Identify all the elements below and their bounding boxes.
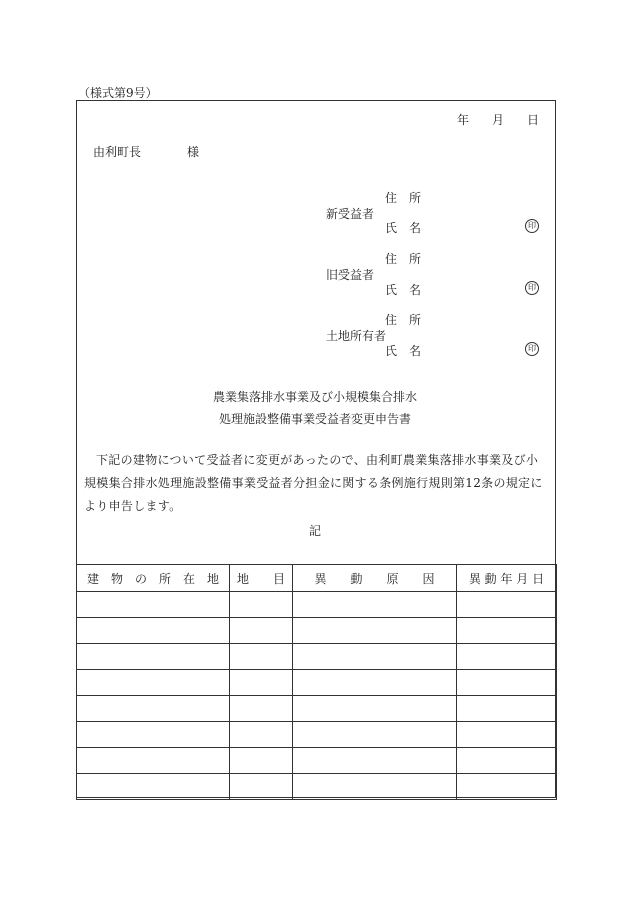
cell-change-date[interactable] [457, 696, 557, 722]
cell-change-reason[interactable] [293, 644, 457, 670]
cell-land-category[interactable] [230, 644, 293, 670]
table-row [77, 592, 557, 618]
old-beneficiary-address-label: 住 所 [385, 252, 422, 266]
form-number-label: （様式第9号） [78, 86, 158, 100]
declaration-body-text: 下記の建物について受益者に変更があったので、由利町農業集落排水事業及び小規模集合排水処理施設整備事業受益者分担金に関する条例施行規則第12条の規定により申告します。 [84, 453, 543, 513]
landowner-address-label: 住 所 [385, 313, 422, 327]
header-land-category: 地 目 [230, 565, 293, 592]
table-row [77, 670, 557, 696]
cell-building-location[interactable] [77, 722, 230, 748]
cell-building-location[interactable] [77, 748, 230, 774]
table-row [77, 774, 557, 800]
cell-land-category[interactable] [230, 722, 293, 748]
cell-building-location[interactable] [77, 592, 230, 618]
header-building-location: 建 物 の 所 在 地 [77, 565, 230, 592]
cell-change-date[interactable] [457, 592, 557, 618]
addressee-name: 由利町長 [93, 145, 142, 159]
cell-land-category[interactable] [230, 696, 293, 722]
cell-building-location[interactable] [77, 774, 230, 800]
cell-land-category[interactable] [230, 670, 293, 696]
cell-change-date[interactable] [457, 644, 557, 670]
addressee-suffix: 様 [187, 145, 200, 159]
cell-change-reason[interactable] [293, 722, 457, 748]
seal-icon: 印 [525, 219, 539, 233]
cell-land-category[interactable] [230, 774, 293, 800]
old-beneficiary-label: 旧受益者 [326, 268, 375, 282]
cell-land-category[interactable] [230, 618, 293, 644]
table-row [77, 644, 557, 670]
cell-building-location[interactable] [77, 696, 230, 722]
cell-change-reason[interactable] [293, 774, 457, 800]
cell-change-reason[interactable] [293, 592, 457, 618]
table-row [77, 696, 557, 722]
cell-building-location[interactable] [77, 670, 230, 696]
cell-change-reason[interactable] [293, 748, 457, 774]
date-month-label: 月 [492, 113, 505, 127]
document-title-line-2: 処理施設整備事業受益者変更申告書 [218, 412, 411, 426]
old-beneficiary-name-label: 氏 名 [385, 283, 422, 297]
cell-change-date[interactable] [457, 618, 557, 644]
document-title-line-1: 農業集落排水事業及び小規模集合排水 [212, 390, 417, 404]
new-beneficiary-name-label: 氏 名 [385, 221, 422, 235]
cell-land-category[interactable] [230, 748, 293, 774]
header-change-reason: 異 動 原 因 [293, 565, 457, 592]
table-row [77, 722, 557, 748]
seal-icon: 印 [525, 342, 539, 356]
new-beneficiary-address-label: 住 所 [385, 191, 422, 205]
cell-change-date[interactable] [457, 670, 557, 696]
change-details-table [76, 564, 557, 800]
seal-icon: 印 [525, 281, 539, 295]
landowner-name-label: 氏 名 [385, 344, 422, 358]
date-year-label: 年 [457, 113, 470, 127]
ki-label: 記 [308, 524, 321, 538]
cell-change-reason[interactable] [293, 696, 457, 722]
cell-change-date[interactable] [457, 774, 557, 800]
cell-building-location[interactable] [77, 618, 230, 644]
cell-change-reason[interactable] [293, 670, 457, 696]
landowner-label: 土地所有者 [326, 329, 387, 343]
cell-land-category[interactable] [230, 592, 293, 618]
cell-building-location[interactable] [77, 644, 230, 670]
new-beneficiary-label: 新受益者 [326, 207, 375, 221]
cell-change-date[interactable] [457, 722, 557, 748]
table-row [77, 748, 557, 774]
cell-change-reason[interactable] [293, 618, 457, 644]
header-change-date: 異 動 年 月 日 [457, 565, 557, 592]
cell-change-date[interactable] [457, 748, 557, 774]
table-header-row [77, 565, 557, 592]
date-day-label: 日 [527, 113, 540, 127]
table-row [77, 618, 557, 644]
